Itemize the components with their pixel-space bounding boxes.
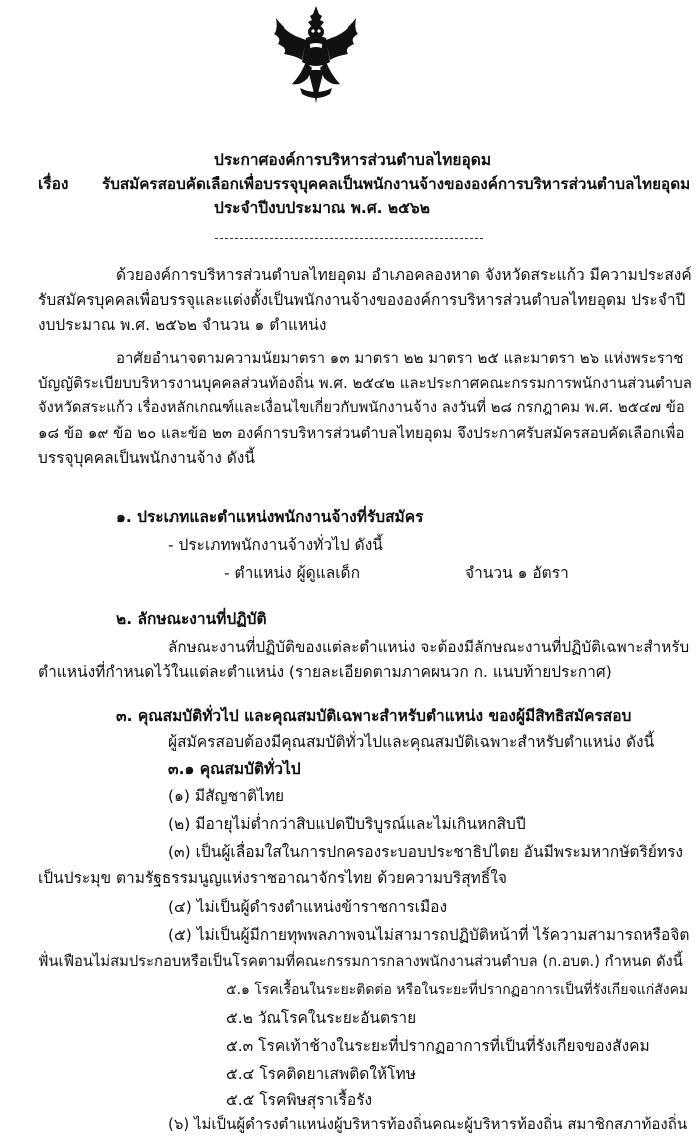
section2-line1: ลักษณะงานที่ปฏิบัติของแต่ละตำแหน่ง จะต้องมีลักษณะงานที่ปฏิบัติเฉพาะสำหรับ <box>168 638 690 656</box>
announcement-title: ประกาศองค์การบริหารส่วนตำบลไทยอุดม <box>214 151 492 169</box>
disease-item: ๕.๕ โรคพิษสุราเรื้อรัง <box>226 1091 373 1109</box>
section3-heading: ๓. คุณสมบัติทั่วไป และคุณสมบัติเฉพาะสำหรับตำแหน่ง ของผู้มีสิทธิสมัครสอบ <box>116 707 632 725</box>
intro-p1-line2: รับสมัครบุคคลเพื่อบรรจุและแต่งตั้งเป็นพนักงานจ้างขององค์การบริหารส่วนตำบลไทยอุดม ประจำปี <box>38 291 686 309</box>
section3-sub-heading: ๓.๑ คุณสมบัติทั่วไป <box>168 760 301 778</box>
section1-position: - ตำแหน่ง ผู้ดูแลเด็ก <box>224 564 360 582</box>
intro-p2-line5: บรรจุบุคคลเป็นพนักงานจ้าง ดังนี้ <box>38 449 255 467</box>
subject-label: เรื่อง <box>38 175 69 193</box>
intro-p2-line2: บัญญัติระเบียบบริหารงานบุคคลส่วนท้องถิ่น พ.ศ. ๒๕๔๒ และประกาศคณะกรรมการพนักงานส่วนตำบล <box>38 374 692 392</box>
garuda-emblem-icon <box>270 4 362 108</box>
subject-text: รับสมัครสอบคัดเลือกเพื่อบรรจุบุคคลเป็นพนักงานจ้างขององค์การบริหารส่วนตำบลไทยอุดม <box>102 175 691 193</box>
header-divider <box>215 238 483 239</box>
section3-lead: ผู้สมัครสอบต้องมีคุณสมบัติทั่วไปและคุณสมบัติเฉพาะสำหรับตำแหน่ง ดังนี้ <box>168 733 655 751</box>
intro-p2-line3: จังหวัดสระแก้ว เรื่องหลักเกณฑ์และเงื่อนไขเกี่ยวกับพนักงานจ้าง ลงวันที่ ๒๘ กรกฎาคม พ.ศ. ๒๕๔๗ ข้อ <box>38 399 685 416</box>
qualification-item: (๑) มีสัญชาติไทย <box>168 787 285 805</box>
disease-item: ๕.๓ โรคเท้าช้างในระยะที่ปรากฏอาการที่เป็นที่รังเกียจของสังคม <box>226 1037 650 1055</box>
disease-item: ๕.๑ โรคเรื้อนในระยะติดต่อ หรือในระยะที่ปรากฏอาการเป็นที่รังเกียจแก่สังคม <box>226 982 689 998</box>
qualification-item: (๒) มีอายุไม่ต่ำกว่าสิบแปดปีบริบูรณ์และไม่เกินหกสิบปี <box>168 815 526 833</box>
qualification-item: ฟั่นเฟือนไม่สมประกอบหรือเป็นโรคตามที่คณะกรรมการกลางพนักงานส่วนตำบล (ก.อบต.) กำหนด ดังนี้ <box>38 953 683 970</box>
fiscal-year: ประจำปีงบประมาณ พ.ศ. ๒๕๖๒ <box>214 199 430 217</box>
section1-count: จำนวน ๑ อัตรา <box>465 564 569 582</box>
section2-heading: ๒. ลักษณะงานที่ปฏิบัติ <box>116 610 267 628</box>
qualification-item: เป็นประมุข ตามรัฐธรรมนูญแห่งราชอาณาจักรไทย ด้วยความบริสุทธิ์ใจ <box>38 869 507 887</box>
qualification-item: (๖) ไม่เป็นผู้ดำรงตำแหน่งผู้บริหารท้องถิ่นคณะผู้บริหารท้องถิ่น สมาชิกสภาท้องถิ่น <box>168 1115 688 1133</box>
intro-p1-line1: ด้วยองค์การบริหารส่วนตำบลไทยอุดม อำเภอคลองหาด จังหวัดสระแก้ว มีความประสงค์ <box>116 266 692 284</box>
disease-item: ๕.๒ วัณโรคในระยะอันตราย <box>226 1009 417 1027</box>
qualification-item: (๕) ไม่เป็นผู้มีกายทุพพลภาพจนไม่สามารถปฏิบัติหน้าที่ ไร้ความสามารถหรือจิต <box>168 926 690 944</box>
qualification-item: (๔) ไม่เป็นผู้ดำรงตำแหน่งข้าราชการเมือง <box>168 898 448 916</box>
section1-heading: ๑. ประเภทและตำแหน่งพนักงานจ้างที่รับสมัคร <box>116 508 424 526</box>
section2-line2: ตำแหน่งที่กำหนดไว้ในแต่ละตำแหน่ง (รายละเอียดตามภาคผนวก ก. แนบท้ายประกาศ) <box>38 663 612 681</box>
qualification-item: (๓) เป็นผู้เลื่อมใสในการปกครองระบอบประชาธิปไตย อันมีพระมหากษัตริย์ทรง <box>168 843 683 861</box>
section1-type: - ประเภทพนักงานจ้างทั่วไป ดังนี้ <box>168 536 383 554</box>
intro-p2-line1: อาศัยอำนาจตามความนัยมาตรา ๑๓ มาตรา ๒๒ มาตรา ๒๕ และมาตรา ๒๖ แห่งพระราช <box>116 349 684 367</box>
intro-p2-line4: ๑๘ ข้อ ๑๙ ข้อ ๒๐ และข้อ ๒๓ องค์การบริหารส่วนตำบลไทยอุดม จึงประกาศรับสมัครสอบคัดเลือกเพื่อ <box>38 424 685 442</box>
disease-item: ๕.๔ โรคติดยาเสพติดให้โทษ <box>226 1065 416 1083</box>
intro-p1-line3: งบประมาณ พ.ศ. ๒๕๖๒ จำนวน ๑ ตำแหน่ง <box>38 316 327 334</box>
